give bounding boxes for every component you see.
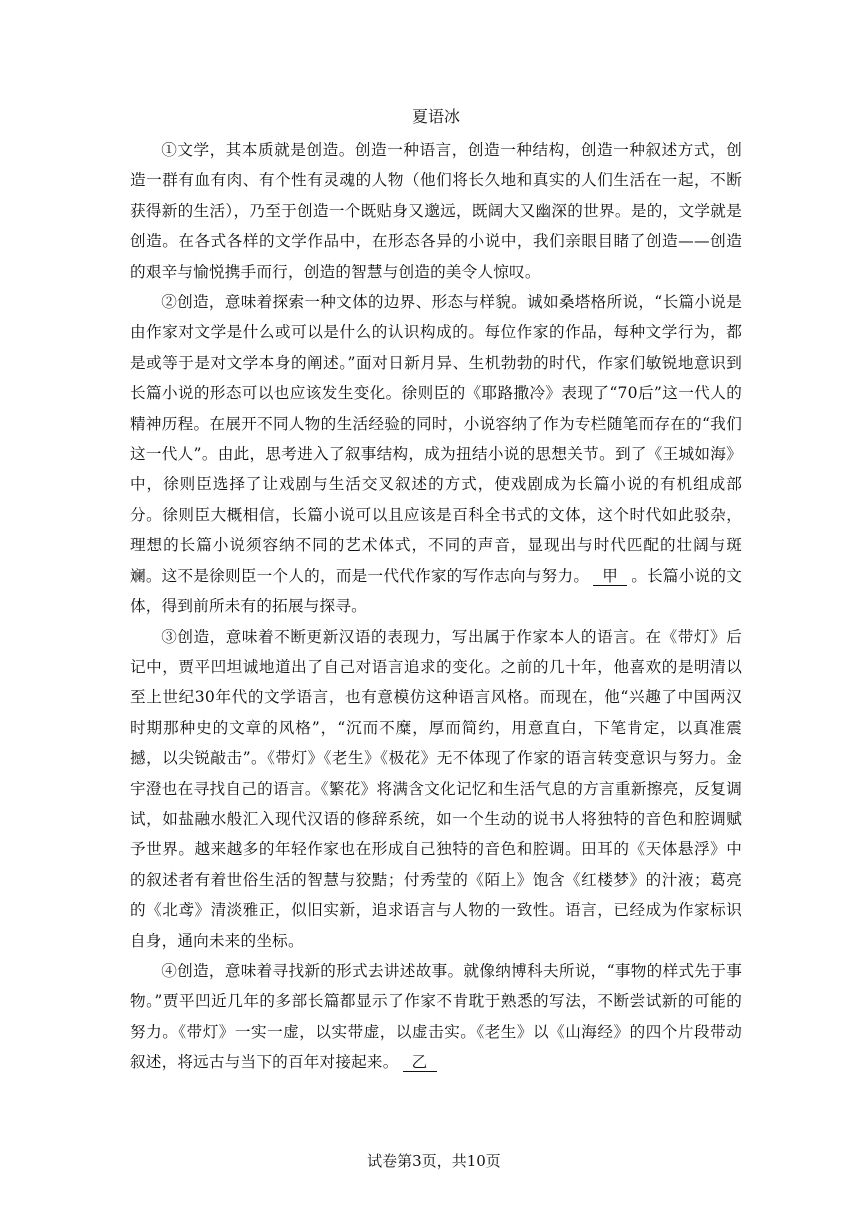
page-footer: 试卷第3页，共10页 xyxy=(367,1152,501,1170)
paragraph-1-text: ①文学，其本质就是创造。创造一种语言，创造一种结构，创造一种叙述方式，创造一群有血有肉、有个性有灵魂的人物（他们将长久地和真实的人们生活在一起，不断获得新的生活），乃至于创造一个既贴身又邈远，既阔大又幽深的世界。是的，文学就是创造。在各式各样的文学作品中，在形态各异的小说中，我们亲眼目睹了创造——创造的艰辛与愉悦携手而行，创造的智慧与创造的美令人惊叹。 xyxy=(130,141,742,281)
paragraph-2 xyxy=(130,287,742,621)
paragraph-3 xyxy=(130,622,742,956)
blank-yi: 乙 xyxy=(403,1053,437,1072)
blank-jia: 甲 xyxy=(593,567,627,586)
paragraph-2-after: 。长篇小说的文体，得到前所未有的拓展与探寻。 xyxy=(130,566,742,616)
paragraph-2-text: ②创造，意味着探索一种文体的边界、形态与样貌。诚如桑塔格所说，“长篇小说是由作家对文学是什么或可以是什么的认识构成的。每位作家的作品，每种文学行为，都是或等于是对文学本身的阐述。”面对日新月异、生机勃勃的时代，作家们敏锐地意识到长篇小说的形态可以也应该发生变化。徐则臣的《耶路撒冷》表现了“70后”这一代人的精神历程。在展开不同人物的生活经验的同时，小说容纳了作为专栏随笔而存在的“我们这一代人”。由此，思考进入了叙事结构，成为扭结小说的思想关节。到了《王城如海》中，徐则臣选择了让戏剧与生活交叉叙述的方式，使戏剧成为长篇小说的有机组成部分。徐则臣大概相信，长篇小说可以且应该是百科全书式的文体，这个时代如此驳杂，理想的长篇小说须容纳不同的艺术体式，不同的声音，显现出与时代匹配的壮阔与斑斓。这不是徐则臣一个人的，而是一代代作家的写作志向与努力。 xyxy=(130,293,742,585)
paragraph-4 xyxy=(130,956,742,1078)
document-page xyxy=(130,105,742,1078)
author-name: 夏语冰 xyxy=(411,107,460,126)
paragraph-3-text: ③创造，意味着不断更新汉语的表现力，写出属于作家本人的语言。在《带灯》后记中，贾平凹坦诚地道出了自己对语言追求的变化。之前的几十年，他喜欢的是明清以至上世纪30年代的文学语言，也有意模仿这种语言风格。而现在，他“兴趣了中国两汉时期那种史的文章的风格”，“沉而不糜，厚而简约，用意直白，下笔肯定，以真准震撼，以尖锐敲击”。《带灯》《老生》《极花》无不体现了作家的语言转变意识与努力。金宇澄也在寻找自己的语言。《繁花》将满含文化记忆和生活气息的方言重新擦亮，反复调试，如盐融水般汇入现代汉语的修辞系统，如一个生动的说书人将独特的音色和腔调赋予世界。越来越多的年轻作家也在形成自己独特的音色和腔调。田耳的《天体悬浮》中的叙述者有着世俗生活的智慧与狡黠；付秀莹的《陌上》饱含《红楼梦》的汁液；葛亮的《北鸢》清淡雅正，似旧实新，追求语言与人物的一致性。语言，已经成为作家标识自身，通向未来的坐标。 xyxy=(130,627,742,950)
paragraph-4-text: ④创造，意味着寻找新的形式去讲述故事。就像纳博科夫所说，“事物的样式先于事物。”贾平凹近几年的多部长篇都显示了作家不肯耽于熟悉的写法，不断尝试新的可能的努力。《带灯》一实一虚，以实带虚，以虚击实。《老生》以《山海经》的四个片段带动叙述，将远古与当下的百年对接起来。 xyxy=(130,961,742,1072)
paragraph-1 xyxy=(130,135,742,287)
